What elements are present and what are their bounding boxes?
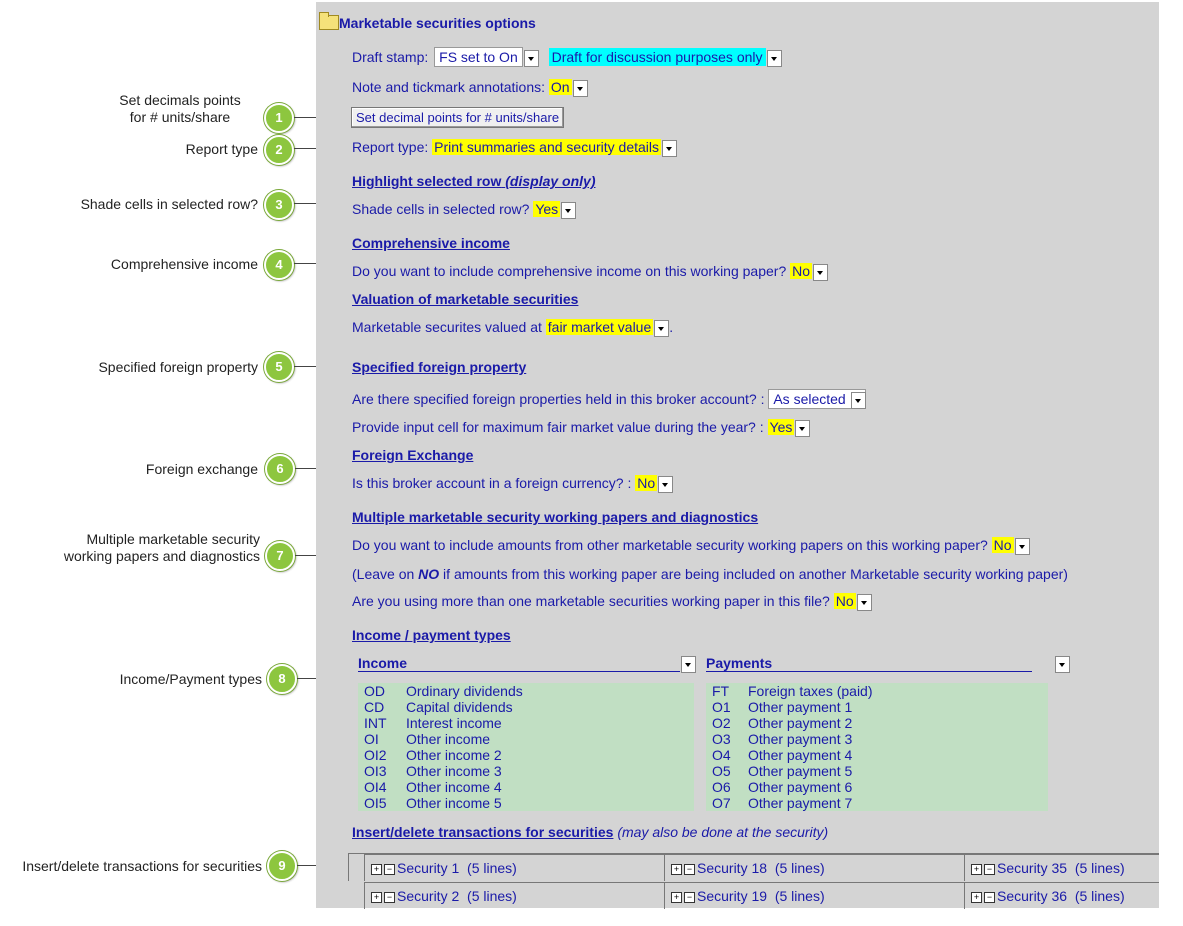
security-row[interactable] — [964, 882, 1159, 909]
callout-text: Set decimals points for # units/share — [119, 92, 241, 125]
fx-header[interactable]: Foreign Exchange — [352, 447, 474, 463]
list-item — [706, 747, 1048, 763]
security-label: Security 18 (5 lines) — [697, 860, 825, 876]
security-row[interactable] — [664, 854, 964, 881]
code-description: Other payment 3 — [748, 731, 853, 747]
payments-title: Payments — [706, 655, 773, 671]
draft-stamp-label: Draft stamp: — [352, 49, 429, 65]
code-description: Interest income — [406, 715, 502, 731]
minus-icon[interactable]: − — [684, 892, 695, 903]
code-description: Capital dividends — [406, 699, 513, 715]
code: INT — [364, 715, 387, 731]
list-item — [358, 683, 694, 699]
highlight-header[interactable] — [352, 173, 595, 189]
plus-icon[interactable]: + — [971, 892, 982, 903]
list-item — [358, 715, 694, 731]
comprehensive-label: Do you want to include comprehensive income on this working paper? — [352, 263, 787, 279]
list-item — [358, 731, 694, 747]
code-description: Other payment 5 — [748, 763, 853, 779]
chevron-down-icon[interactable] — [1055, 656, 1070, 673]
minus-icon[interactable]: − — [384, 892, 395, 903]
code-description: Other payment 6 — [748, 779, 853, 795]
code: O6 — [712, 779, 731, 795]
minus-icon[interactable]: − — [984, 864, 995, 875]
callout-label: Report type — [185, 141, 258, 157]
security-label: Security 35 (5 lines) — [997, 860, 1125, 876]
report-type-label: Report type: — [352, 139, 429, 155]
foreign-property-q2: Provide input cell for maximum fair market value during the year? : — [352, 419, 764, 435]
code: OI5 — [364, 795, 387, 811]
chevron-down-icon[interactable] — [795, 420, 810, 437]
income-code-list — [358, 683, 694, 811]
income-select[interactable] — [358, 655, 680, 672]
chevron-down-icon[interactable] — [573, 80, 588, 97]
fx-row — [352, 475, 673, 493]
chevron-down-icon[interactable] — [681, 656, 696, 673]
insert-delete-header[interactable]: Insert/delete transactions for securities — [352, 824, 614, 840]
list-item — [358, 699, 694, 715]
code-description: Other income 2 — [406, 747, 502, 763]
code: FT — [712, 683, 730, 699]
note-em: NO — [418, 566, 440, 582]
shade-value[interactable]: Yes — [535, 201, 559, 217]
callout-label: Specified foreign property — [98, 359, 258, 375]
foreign-property-header[interactable]: Specified foreign property — [352, 359, 527, 375]
fx-value[interactable]: No — [637, 475, 656, 491]
foreign-property-q1-row — [352, 389, 866, 409]
security-label: Security 1 (5 lines) — [397, 860, 517, 876]
security-row[interactable] — [364, 882, 664, 909]
code-description: Other payment 2 — [748, 715, 853, 731]
payment-code-list — [706, 683, 1048, 811]
note-pre: (Leave on — [352, 566, 419, 582]
set-decimal-button[interactable]: Set decimal points for # units/share — [351, 107, 564, 128]
code: O2 — [712, 715, 731, 731]
comprehensive-value[interactable]: No — [792, 263, 811, 279]
income-payment-header[interactable]: Income / payment types — [352, 627, 511, 643]
annotations-label: Note and tickmark annotations: — [352, 79, 545, 95]
code: O5 — [712, 763, 731, 779]
code-description: Other income — [406, 731, 491, 747]
code: O4 — [712, 747, 731, 763]
securities-grid-border — [348, 853, 349, 881]
code: O7 — [712, 795, 731, 811]
chevron-down-icon[interactable] — [1015, 538, 1030, 555]
plus-icon[interactable]: + — [671, 864, 682, 875]
folder-icon — [319, 15, 339, 30]
code-description: Other payment 4 — [748, 747, 853, 763]
minus-icon[interactable]: − — [984, 892, 995, 903]
annotations-row — [352, 79, 588, 97]
chevron-down-icon[interactable] — [524, 50, 539, 67]
valuation-end: . — [669, 319, 674, 335]
multiple-q2-row — [352, 593, 872, 611]
chevron-down-icon[interactable] — [851, 392, 866, 409]
security-label: Security 36 (5 lines) — [997, 888, 1125, 904]
security-label: Security 19 (5 lines) — [697, 888, 825, 904]
annotations-value[interactable]: On — [550, 79, 570, 95]
callout-badge: 9 — [267, 851, 297, 881]
code: O1 — [712, 699, 731, 715]
chevron-down-icon[interactable] — [767, 50, 782, 67]
callout-badge: 6 — [265, 454, 295, 484]
security-label: Security 2 (5 lines) — [397, 888, 517, 904]
valuation-value[interactable]: fair market value — [547, 319, 652, 335]
chevron-down-icon[interactable] — [857, 594, 872, 611]
code: OI — [364, 731, 379, 747]
list-item — [706, 683, 1048, 699]
callout-badge: 7 — [265, 541, 295, 571]
multiple-q1-row — [352, 537, 1030, 555]
multiple-q2: Are you using more than one marketable securities working paper in this file? — [352, 593, 830, 609]
draft-note-value: Draft for discussion purposes only — [551, 49, 763, 65]
list-item — [706, 715, 1048, 731]
plus-icon[interactable]: + — [371, 892, 382, 903]
list-item — [358, 795, 694, 811]
comprehensive-header[interactable]: Comprehensive income — [352, 235, 510, 251]
fmv-input-value[interactable]: Yes — [769, 419, 793, 435]
comprehensive-row — [352, 263, 828, 281]
insert-delete-row — [352, 824, 828, 840]
minus-icon[interactable]: − — [384, 864, 395, 875]
chevron-down-icon[interactable] — [813, 264, 828, 281]
security-row[interactable] — [364, 854, 664, 881]
callout-label: Insert/delete transactions for securities — [22, 858, 262, 874]
plus-icon[interactable]: + — [671, 892, 682, 903]
code-description: Other income 5 — [406, 795, 502, 811]
draft-stamp-select[interactable] — [434, 47, 523, 67]
list-item — [706, 731, 1048, 747]
multiple-header[interactable]: Multiple marketable security working papers and diagnostics — [352, 509, 759, 525]
callout-label: Comprehensive income — [110, 256, 258, 272]
security-row[interactable] — [964, 854, 1159, 881]
draft-stamp-value: FS set to On — [439, 49, 518, 65]
chevron-down-icon[interactable] — [662, 140, 677, 157]
valuation-header[interactable]: Valuation of marketable securities — [352, 291, 579, 307]
callout-badge: 3 — [264, 190, 294, 220]
valuation-row — [352, 319, 673, 337]
code-description: Other income 4 — [406, 779, 502, 795]
multiple-q2-value[interactable]: No — [835, 593, 854, 609]
multiple-note — [352, 566, 1068, 582]
callout-label: Income/Payment types — [119, 671, 262, 687]
income-title: Income — [358, 655, 408, 671]
callout-text: Multiple marketable security working papers and diagnostics — [63, 531, 260, 564]
list-item — [706, 795, 1048, 811]
shade-row — [352, 201, 576, 219]
chevron-down-icon[interactable] — [561, 202, 576, 219]
callout-badge: 1 — [264, 103, 294, 133]
callout-label: Shade cells in selected row? — [80, 196, 258, 212]
list-item — [358, 747, 694, 763]
multiple-q1: Do you want to include amounts from other marketable security working papers on this working paper? — [352, 537, 988, 553]
callout-label — [40, 531, 260, 565]
code-description: Other payment 1 — [748, 699, 853, 715]
code: O3 — [712, 731, 731, 747]
draft-note-select[interactable] — [549, 48, 766, 66]
list-item — [706, 699, 1048, 715]
foreign-property-q2-row — [352, 419, 810, 437]
fx-label: Is this broker account in a foreign currency? : — [352, 475, 632, 491]
draft-stamp-row — [352, 47, 782, 67]
callout-label: Foreign exchange — [145, 461, 258, 477]
list-item — [358, 779, 694, 795]
code: OD — [364, 683, 385, 699]
callout-badge: 5 — [264, 352, 294, 382]
code: CD — [364, 699, 385, 715]
report-type-row — [352, 139, 677, 157]
multiple-q1-value[interactable]: No — [993, 537, 1012, 553]
code-description: Other payment 7 — [748, 795, 853, 811]
minus-icon[interactable]: − — [684, 864, 695, 875]
page-title: Marketable securities options — [339, 15, 536, 31]
note-post: if amounts from this working paper are being included on another Marketable security working paper) — [439, 566, 1068, 582]
chevron-down-icon[interactable] — [658, 476, 673, 493]
foreign-property-q1: Are there specified foreign properties held in this broker account? : — [352, 391, 765, 407]
code: OI2 — [364, 747, 387, 763]
code: OI3 — [364, 763, 387, 779]
highlight-header-text: Highlight selected row — [352, 173, 502, 189]
callout-badge: 2 — [264, 135, 294, 165]
code-description: Ordinary dividends — [406, 683, 523, 699]
list-item — [358, 763, 694, 779]
code-description: Foreign taxes (paid) — [748, 683, 873, 699]
insert-delete-note: (may also be done at the security) — [617, 824, 829, 840]
plus-icon[interactable]: + — [371, 864, 382, 875]
plus-icon[interactable]: + — [971, 864, 982, 875]
chevron-down-icon[interactable] — [654, 320, 669, 337]
valuation-label: Marketable securites valued at — [352, 319, 542, 335]
report-type-value[interactable]: Print summaries and security details — [434, 139, 660, 155]
list-item — [706, 763, 1048, 779]
callout-badge: 8 — [267, 664, 297, 694]
highlight-header-note: (display only) — [505, 173, 596, 189]
code-description: Other income 3 — [406, 763, 502, 779]
callout-label — [100, 92, 260, 126]
callout-badge: 4 — [264, 250, 294, 280]
security-row[interactable] — [664, 882, 964, 909]
code: OI4 — [364, 779, 387, 795]
payments-select[interactable] — [706, 655, 1032, 672]
foreign-property-value: As selected — [773, 391, 846, 407]
shade-label: Shade cells in selected row? — [352, 201, 530, 217]
list-item — [706, 779, 1048, 795]
